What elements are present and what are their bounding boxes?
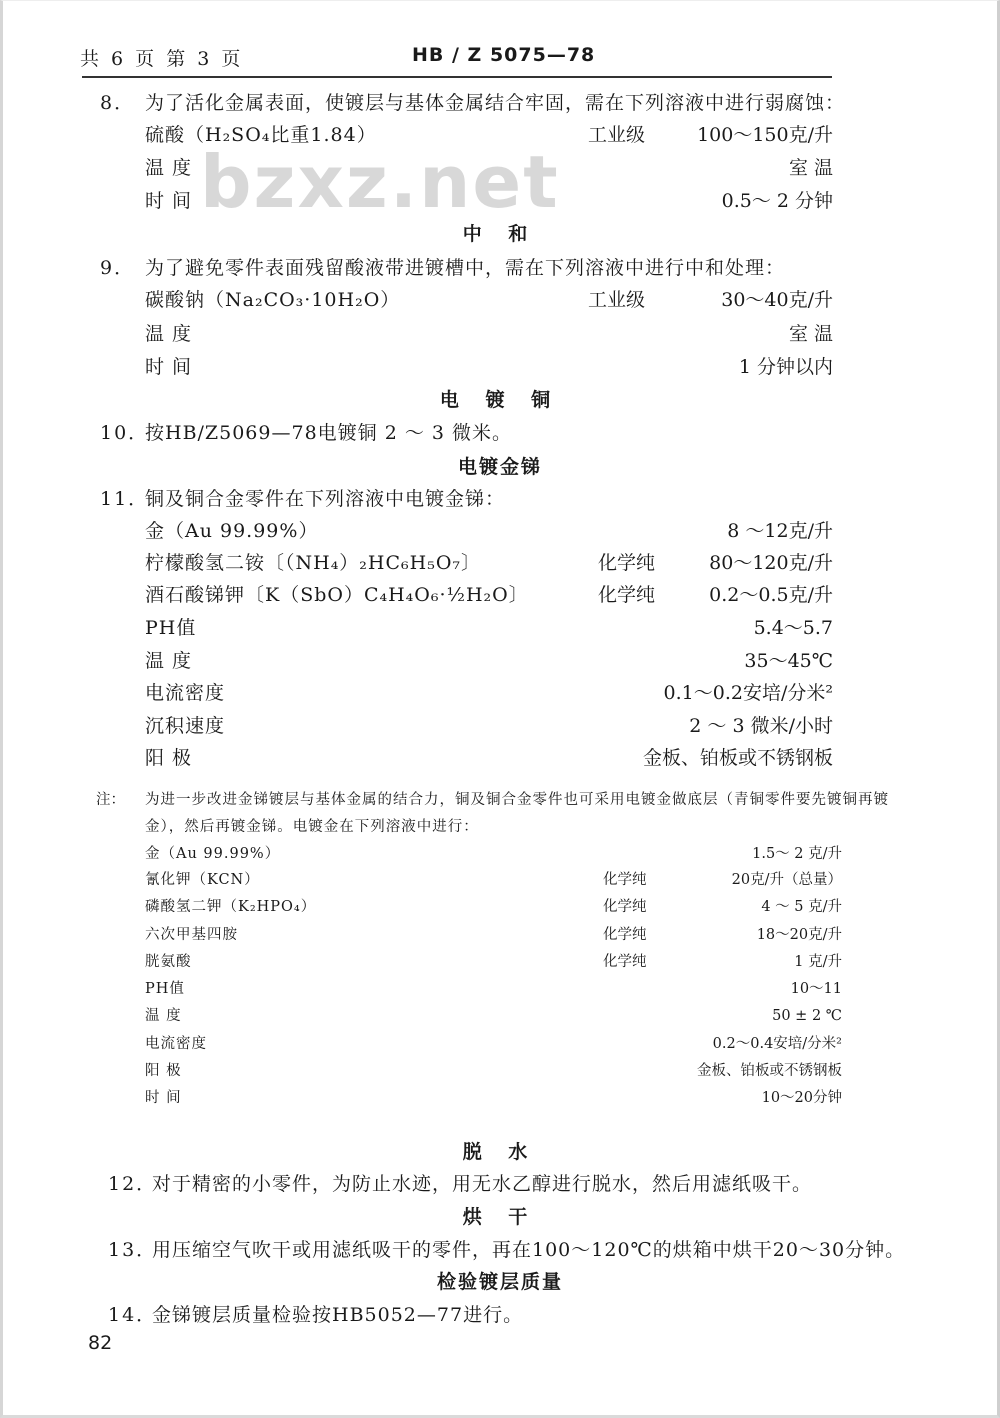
spec-value: 80～120克/升 bbox=[709, 552, 833, 574]
spec-value: 0.2～0.5克/升 bbox=[709, 584, 833, 606]
section-10 bbox=[0, 417, 1000, 449]
section-13 bbox=[0, 1234, 1000, 1266]
spec-value: 30～40克/升 bbox=[721, 289, 833, 311]
spec-grade: 工业级 bbox=[588, 289, 646, 311]
spec-value: 8 ～12克/升 bbox=[727, 520, 833, 542]
spec-row bbox=[0, 742, 1000, 774]
spec-row bbox=[0, 152, 1000, 184]
spec-value: 1 克/升 bbox=[794, 954, 842, 970]
note-mark: 注： bbox=[96, 792, 125, 808]
heading-dry: 烘 干 bbox=[462, 1206, 538, 1228]
spec-name: 沉积速度 bbox=[145, 715, 226, 737]
spec-value: 50 ± 2 ℃ bbox=[772, 1008, 842, 1024]
note-line-1 bbox=[0, 787, 1000, 814]
spec-row bbox=[0, 351, 1000, 383]
spec-row bbox=[0, 645, 1000, 677]
spec-name: 时 间 bbox=[145, 1090, 182, 1106]
spec-name: PH值 bbox=[145, 617, 197, 639]
spec-value: 5.4～5.7 bbox=[753, 617, 833, 639]
section-text: 为了活化金属表面，使镀层与基体金属结合牢固，需在下列溶液中进行弱腐蚀： bbox=[145, 92, 846, 114]
spec-grade: 化学纯 bbox=[598, 584, 656, 606]
spec-name: 电流密度 bbox=[145, 1036, 207, 1052]
spec-grade: 化学纯 bbox=[603, 954, 647, 970]
section-8-intro bbox=[0, 87, 1000, 119]
heading-gold-antimony: 电镀金锑 bbox=[457, 456, 542, 478]
heading-dehydrate: 脱 水 bbox=[462, 1141, 538, 1163]
spec-value: 100～150克/升 bbox=[697, 124, 833, 146]
spec-name: 温 度 bbox=[145, 650, 193, 672]
spec-row bbox=[0, 677, 1000, 709]
spec-value: 1 分钟以内 bbox=[738, 356, 833, 378]
heading-neutralize: 中 和 bbox=[462, 223, 538, 245]
section-text: 铜及铜合金零件在下列溶液中电镀金锑： bbox=[145, 488, 506, 510]
note-row bbox=[0, 1003, 1000, 1030]
note-row bbox=[0, 976, 1000, 1003]
spec-row bbox=[0, 710, 1000, 742]
spec-grade: 化学纯 bbox=[603, 872, 647, 888]
spec-value: 35～45℃ bbox=[744, 650, 833, 672]
spec-name: 胱氨酸 bbox=[145, 954, 192, 970]
spec-value: 室 温 bbox=[788, 157, 833, 179]
spec-row bbox=[0, 119, 1000, 151]
heading-inspect: 检验镀层质量 bbox=[436, 1271, 563, 1293]
note-text: 为进一步改进金锑镀层与基体金属的结合力，铜及铜合金零件也可采用电镀金做底层（青铜零件要先镀铜再镀 bbox=[145, 792, 889, 808]
note-text: 金），然后再镀金锑。电镀金在下列溶液中进行： bbox=[145, 819, 479, 835]
spec-name: 温 度 bbox=[145, 323, 193, 345]
section-14 bbox=[0, 1299, 1000, 1331]
spec-name: 六次甲基四胺 bbox=[145, 927, 238, 943]
spec-value: 18～20克/升 bbox=[756, 927, 842, 943]
spec-name: 温 度 bbox=[145, 157, 193, 179]
spec-name: 阳 极 bbox=[145, 747, 193, 769]
spec-name: 柠檬酸氢二铵〔（NH₄）₂HC₆H₅O₇〕 bbox=[145, 552, 482, 574]
section-number: 14． bbox=[108, 1304, 158, 1326]
document-code: HB / Z 5075—78 bbox=[412, 44, 596, 66]
section-number: 9． bbox=[100, 257, 136, 279]
spec-grade: 化学纯 bbox=[603, 927, 647, 943]
spec-row bbox=[0, 547, 1000, 579]
note-line-2 bbox=[0, 814, 1000, 841]
section-text: 按HB/Z5069—78电镀铜 2 ～ 3 微米。 bbox=[145, 422, 513, 444]
spec-name: 阳 极 bbox=[145, 1063, 182, 1079]
section-number: 10． bbox=[100, 422, 150, 444]
spec-value: 10～20分钟 bbox=[761, 1090, 842, 1106]
spec-name: 金（Au 99.99%） bbox=[145, 846, 281, 862]
page-count: 共 6 页 第 3 页 bbox=[80, 48, 244, 70]
section-number: 8． bbox=[100, 92, 136, 114]
section-text: 对于精密的小零件，为防止水迹，用无水乙醇进行脱水，然后用滤纸吸干。 bbox=[152, 1173, 813, 1195]
spec-value: 10～11 bbox=[790, 981, 842, 997]
spec-value: 20克/升（总量） bbox=[731, 872, 842, 888]
spec-name: PH值 bbox=[145, 981, 185, 997]
note-row bbox=[0, 1058, 1000, 1085]
spec-value: 4 ～ 5 克/升 bbox=[761, 899, 842, 915]
spec-value: 室 温 bbox=[788, 323, 833, 345]
note-row bbox=[0, 841, 1000, 868]
note-row bbox=[0, 949, 1000, 976]
spec-name: 硫酸（H₂SO₄比重1.84） bbox=[145, 124, 377, 146]
section-text: 为了避免零件表面残留酸液带进镀槽中，需在下列溶液中进行中和处理： bbox=[145, 257, 786, 279]
section-text: 用压缩空气吹干或用滤纸吸干的零件，再在100～120℃的烘箱中烘干20～30分钟。 bbox=[152, 1239, 906, 1261]
page-number: 82 bbox=[88, 1332, 113, 1354]
section-9-intro bbox=[0, 252, 1000, 284]
spec-value: 金板、铂板或不锈钢板 bbox=[697, 1063, 842, 1079]
spec-row bbox=[0, 185, 1000, 217]
spec-name: 磷酸氢二钾（K₂HPO₄） bbox=[145, 899, 317, 915]
spec-name: 氰化钾（KCN） bbox=[145, 872, 260, 888]
spec-name: 酒石酸锑钾〔K（SbO）C₄H₄O₆·½H₂O〕 bbox=[145, 584, 529, 606]
spec-value: 2 ～ 3 微米/小时 bbox=[689, 715, 833, 737]
heading-copper: 电 镀 铜 bbox=[439, 389, 561, 411]
spec-name: 温 度 bbox=[145, 1008, 182, 1024]
spec-name: 电流密度 bbox=[145, 682, 226, 704]
spec-grade: 化学纯 bbox=[603, 899, 647, 915]
spec-name: 时 间 bbox=[145, 190, 193, 212]
section-text: 金锑镀层质量检验按HB5052—77进行。 bbox=[152, 1304, 524, 1326]
note-row bbox=[0, 922, 1000, 949]
watermark: bzxz.net bbox=[200, 140, 560, 224]
note-row bbox=[0, 1085, 1000, 1112]
spec-row bbox=[0, 579, 1000, 611]
spec-row bbox=[0, 515, 1000, 547]
note-row bbox=[0, 867, 1000, 894]
section-number: 13． bbox=[108, 1239, 158, 1261]
spec-grade: 化学纯 bbox=[598, 552, 656, 574]
spec-value: 0.2～0.4安培/分米² bbox=[712, 1036, 842, 1052]
spec-name: 金（Au 99.99%） bbox=[145, 520, 319, 542]
section-12 bbox=[0, 1168, 1000, 1200]
spec-name: 碳酸钠（Na₂CO₃·10H₂O） bbox=[145, 289, 401, 311]
spec-row bbox=[0, 612, 1000, 644]
spec-value: 金板、铂板或不锈钢板 bbox=[642, 747, 833, 769]
note-row bbox=[0, 894, 1000, 921]
spec-grade: 工业级 bbox=[588, 124, 646, 146]
spec-value: 0.5～ 2 分钟 bbox=[721, 190, 833, 212]
section-11-intro bbox=[0, 483, 1000, 515]
spec-name: 时 间 bbox=[145, 356, 193, 378]
section-number: 11． bbox=[100, 488, 150, 510]
spec-value: 0.1～0.2安培/分米² bbox=[663, 682, 833, 704]
note-row bbox=[0, 1031, 1000, 1058]
spec-value: 1.5～ 2 克/升 bbox=[752, 846, 842, 862]
spec-row bbox=[0, 284, 1000, 316]
spec-row bbox=[0, 318, 1000, 350]
section-number: 12． bbox=[108, 1173, 158, 1195]
